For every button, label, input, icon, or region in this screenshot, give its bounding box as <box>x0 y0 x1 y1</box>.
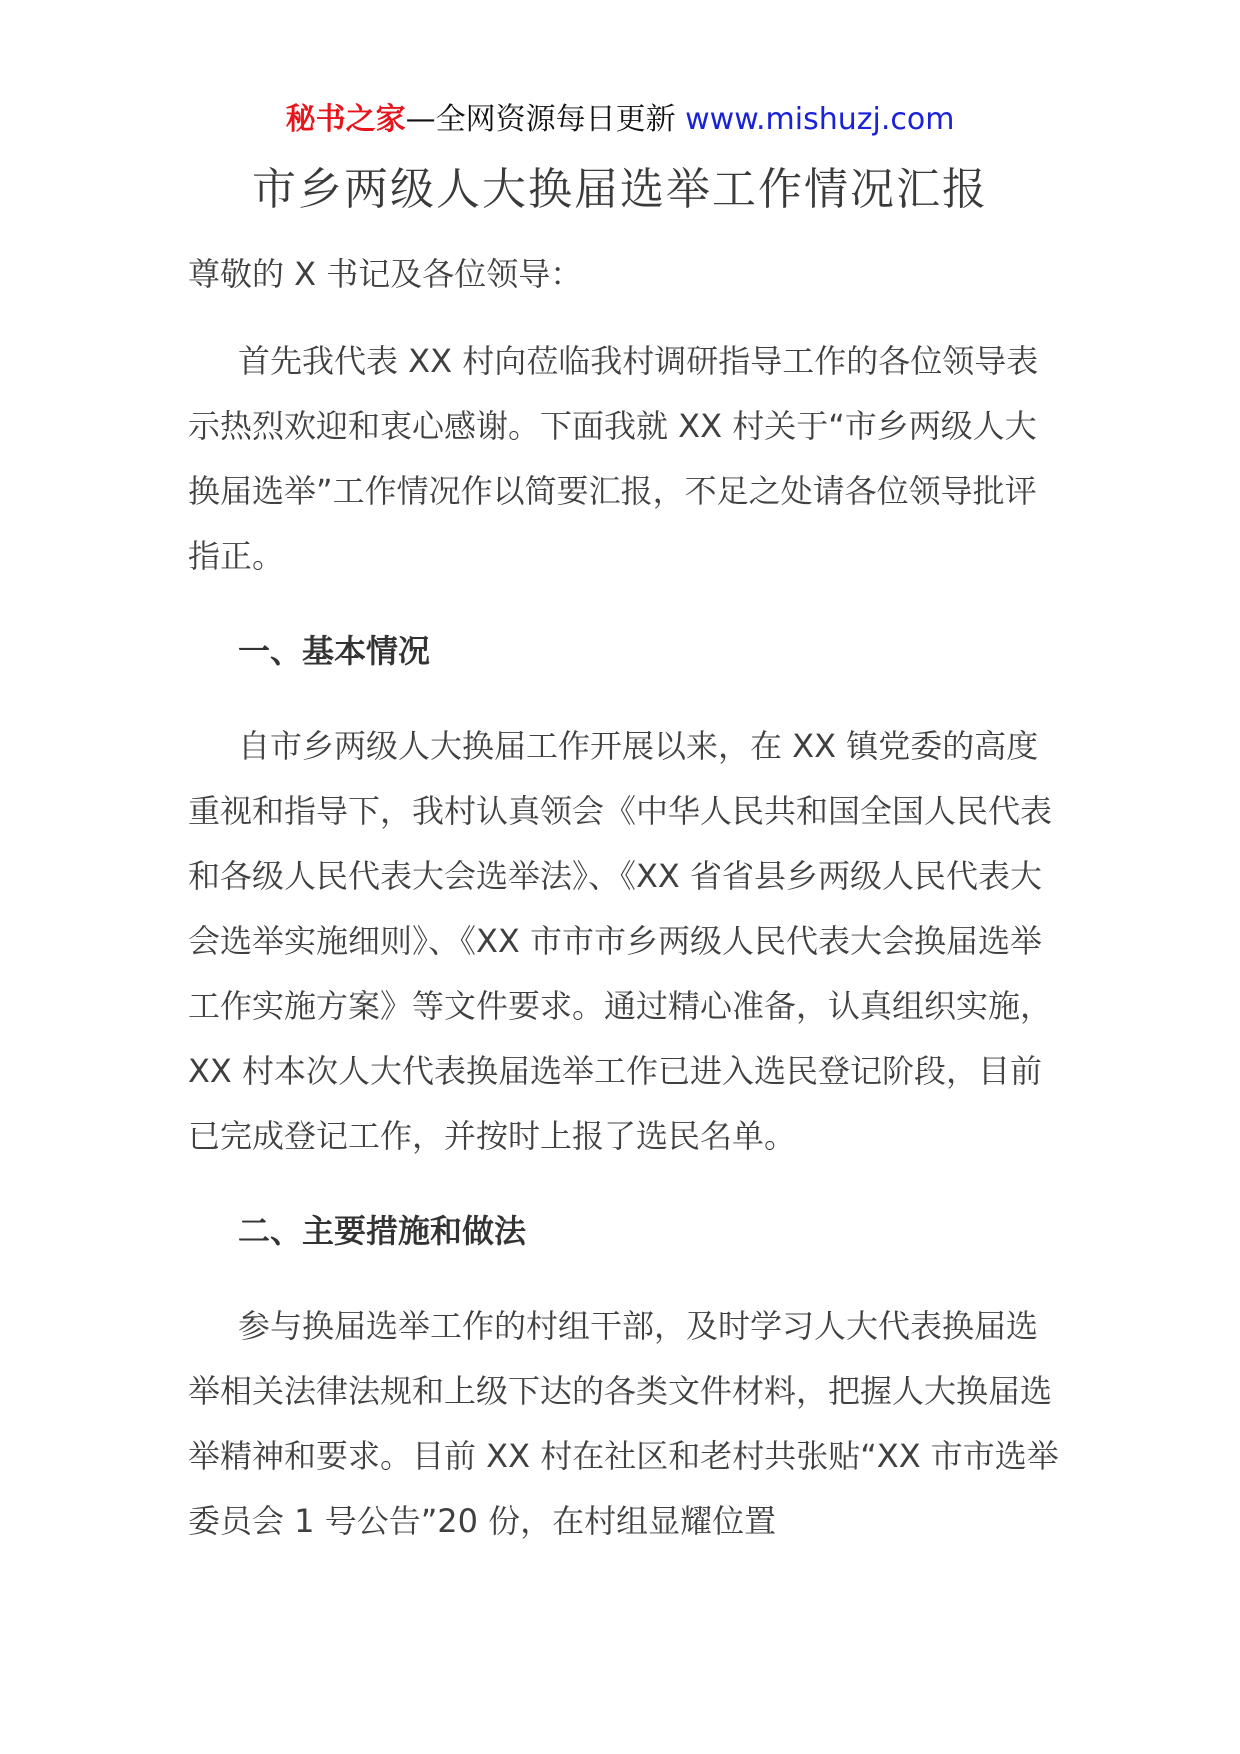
intro-paragraph: 首先我代表 XX 村向莅临我村调研指导工作的各位领导表示热烈欢迎和衷心感谢。下面我就 XX 村关于“市乡两级人大换届选举”工作情况作以简要汇报，不足之处请各位领导批评指正。 <box>188 342 1039 575</box>
document-body <box>188 242 1068 1584</box>
brand-name: 秘书之家 <box>285 102 406 137</box>
section-body-measures: 参与换届选举工作的村组干部，及时学习人大代表换届选举相关法律法规和上级下达的各类文件材料，把握人大换届选举精神和要求。目前 XX 村在社区和老村共张贴“XX 市市选举委员会 1 号公告”20 份，在村组显耀位置 <box>188 1307 1059 1540</box>
section-heading-basic: 一、基本情况 <box>238 632 431 670</box>
document-title: 市乡两级人大换届选举工作情况汇报 <box>252 164 988 215</box>
salutation: 尊敬的 X 书记及各位领导： <box>188 255 583 293</box>
section-body-basic: 自市乡两级人大换届工作开展以来，在 XX 镇党委的高度重视和指导下，我村认真领会《中华人民共和国全国人民代表和各级人民代表大会选举法》、《XX 省省县乡两级人民代表大会选举实施细则》、《XX 市市市乡两级人民代表大会换届选举工作实施方案》等文件要求。通过精心准备，认真组织实施，XX 村本次人大代表换届选举工作已进入选民登记阶段，目前已完成登记工作，并按时上报了选民名单。 <box>188 727 1053 1155</box>
banner-tagline: —全网资源每日更新 <box>405 102 676 137</box>
site-url-link[interactable]: www.mishuzj.com <box>685 102 955 137</box>
section-heading-measures: 二、主要措施和做法 <box>238 1212 527 1250</box>
site-banner <box>0 100 1240 140</box>
